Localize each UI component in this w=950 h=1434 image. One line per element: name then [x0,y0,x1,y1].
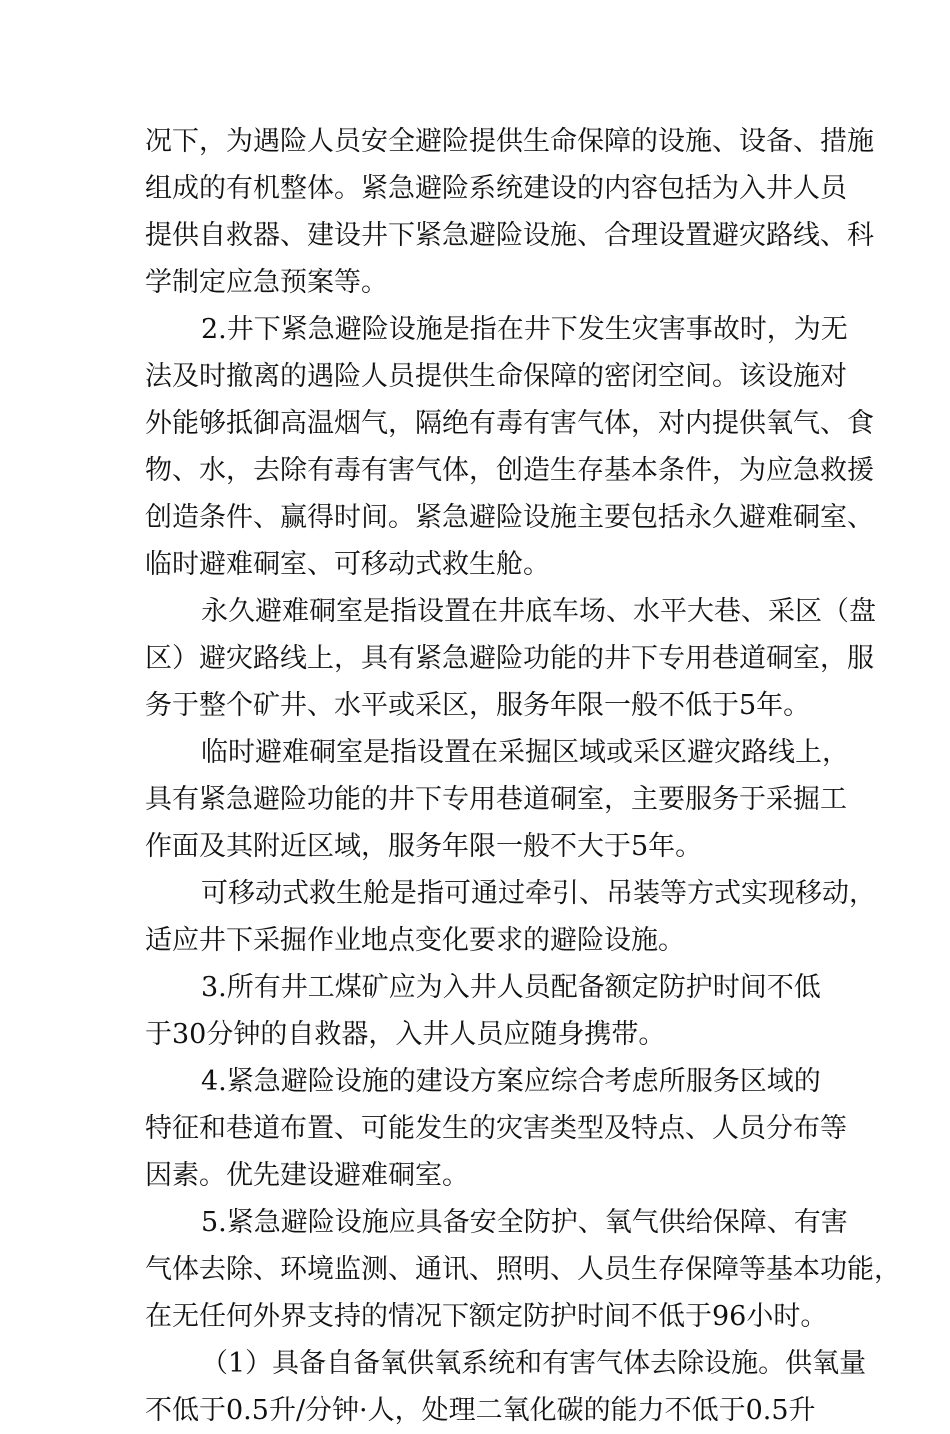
text-line: 适应井下采掘作业地点变化要求的避险设施。 [145,925,685,956]
text-line: 于30分钟的自救器，入井人员应随身携带。 [145,1019,666,1050]
text-line: 务于整个矿井、水平或采区，服务年限一般不低于5年。 [145,690,811,721]
text-line: 物、水，去除有毒有害气体，创造生存基本条件，为应急救援 [145,455,874,486]
text-line: 学制定应急预案等。 [145,267,388,298]
text-line: 临时避难硐室、可移动式救生舱。 [145,549,550,580]
text-line: 在无任何外界支持的情况下额定防护时间不低于96小时。 [145,1301,828,1332]
text-line: 区）避灾路线上，具有紧急避险功能的井下专用巷道硐室，服 [145,643,874,674]
text-line: 气体去除、环境监测、通讯、照明、人员生存保障等基本功能， [145,1254,901,1285]
text-line: 法及时撤离的遇险人员提供生命保障的密闭空间。该设施对 [145,361,847,392]
paragraph-start-line: 2.井下紧急避险设施是指在井下发生灾害事故时，为无 [201,314,848,345]
text-line: 不低于0.5升/分钟·人，处理二氧化碳的能力不低于0.5升 [145,1395,816,1426]
paragraph-start-line: 可移动式救生舱是指可通过牵引、吊装等方式实现移动， [201,878,876,909]
paragraph-start-line: 3.所有井工煤矿应为入井人员配备额定防护时间不低 [201,972,821,1003]
paragraph-start-line: 5.紧急避险设施应具备安全防护、氧气供给保障、有害 [201,1207,848,1238]
body-text [145,118,901,1434]
text-line: 特征和巷道布置、可能发生的灾害类型及特点、人员分布等 [145,1113,847,1144]
text-line: 因素。优先建设避难硐室。 [145,1160,469,1191]
text-line: 外能够抵御高温烟气，隔绝有毒有害气体，对内提供氧气、食 [145,408,874,439]
paragraph-start-line: （1）具备自备氧供氧系统和有害气体去除设施。供氧量 [201,1348,867,1379]
paragraph-start-line: 临时避难硐室是指设置在采掘区域或采区避灾路线上， [201,737,849,768]
text-line: 组成的有机整体。紧急避险系统建设的内容包括为入井人员 [145,173,847,204]
text-line: 作面及其附近区域，服务年限一般不大于5年。 [145,831,703,862]
text-line: 况下，为遇险人员安全避险提供生命保障的设施、设备、措施 [145,126,874,157]
paragraph-start-line: 4.紧急避险设施的建设方案应综合考虑所服务区域的 [201,1066,821,1097]
text-line: 创造条件、赢得时间。紧急避险设施主要包括永久避难硐室、 [145,502,874,533]
text-line: 提供自救器、建设井下紧急避险设施、合理设置避灾路线、科 [145,220,874,251]
paragraph-start-line: 永久避难硐室是指设置在井底车场、水平大巷、采区（盘 [201,596,876,627]
text-line: 具有紧急避险功能的井下专用巷道硐室，主要服务于采掘工 [145,784,847,815]
